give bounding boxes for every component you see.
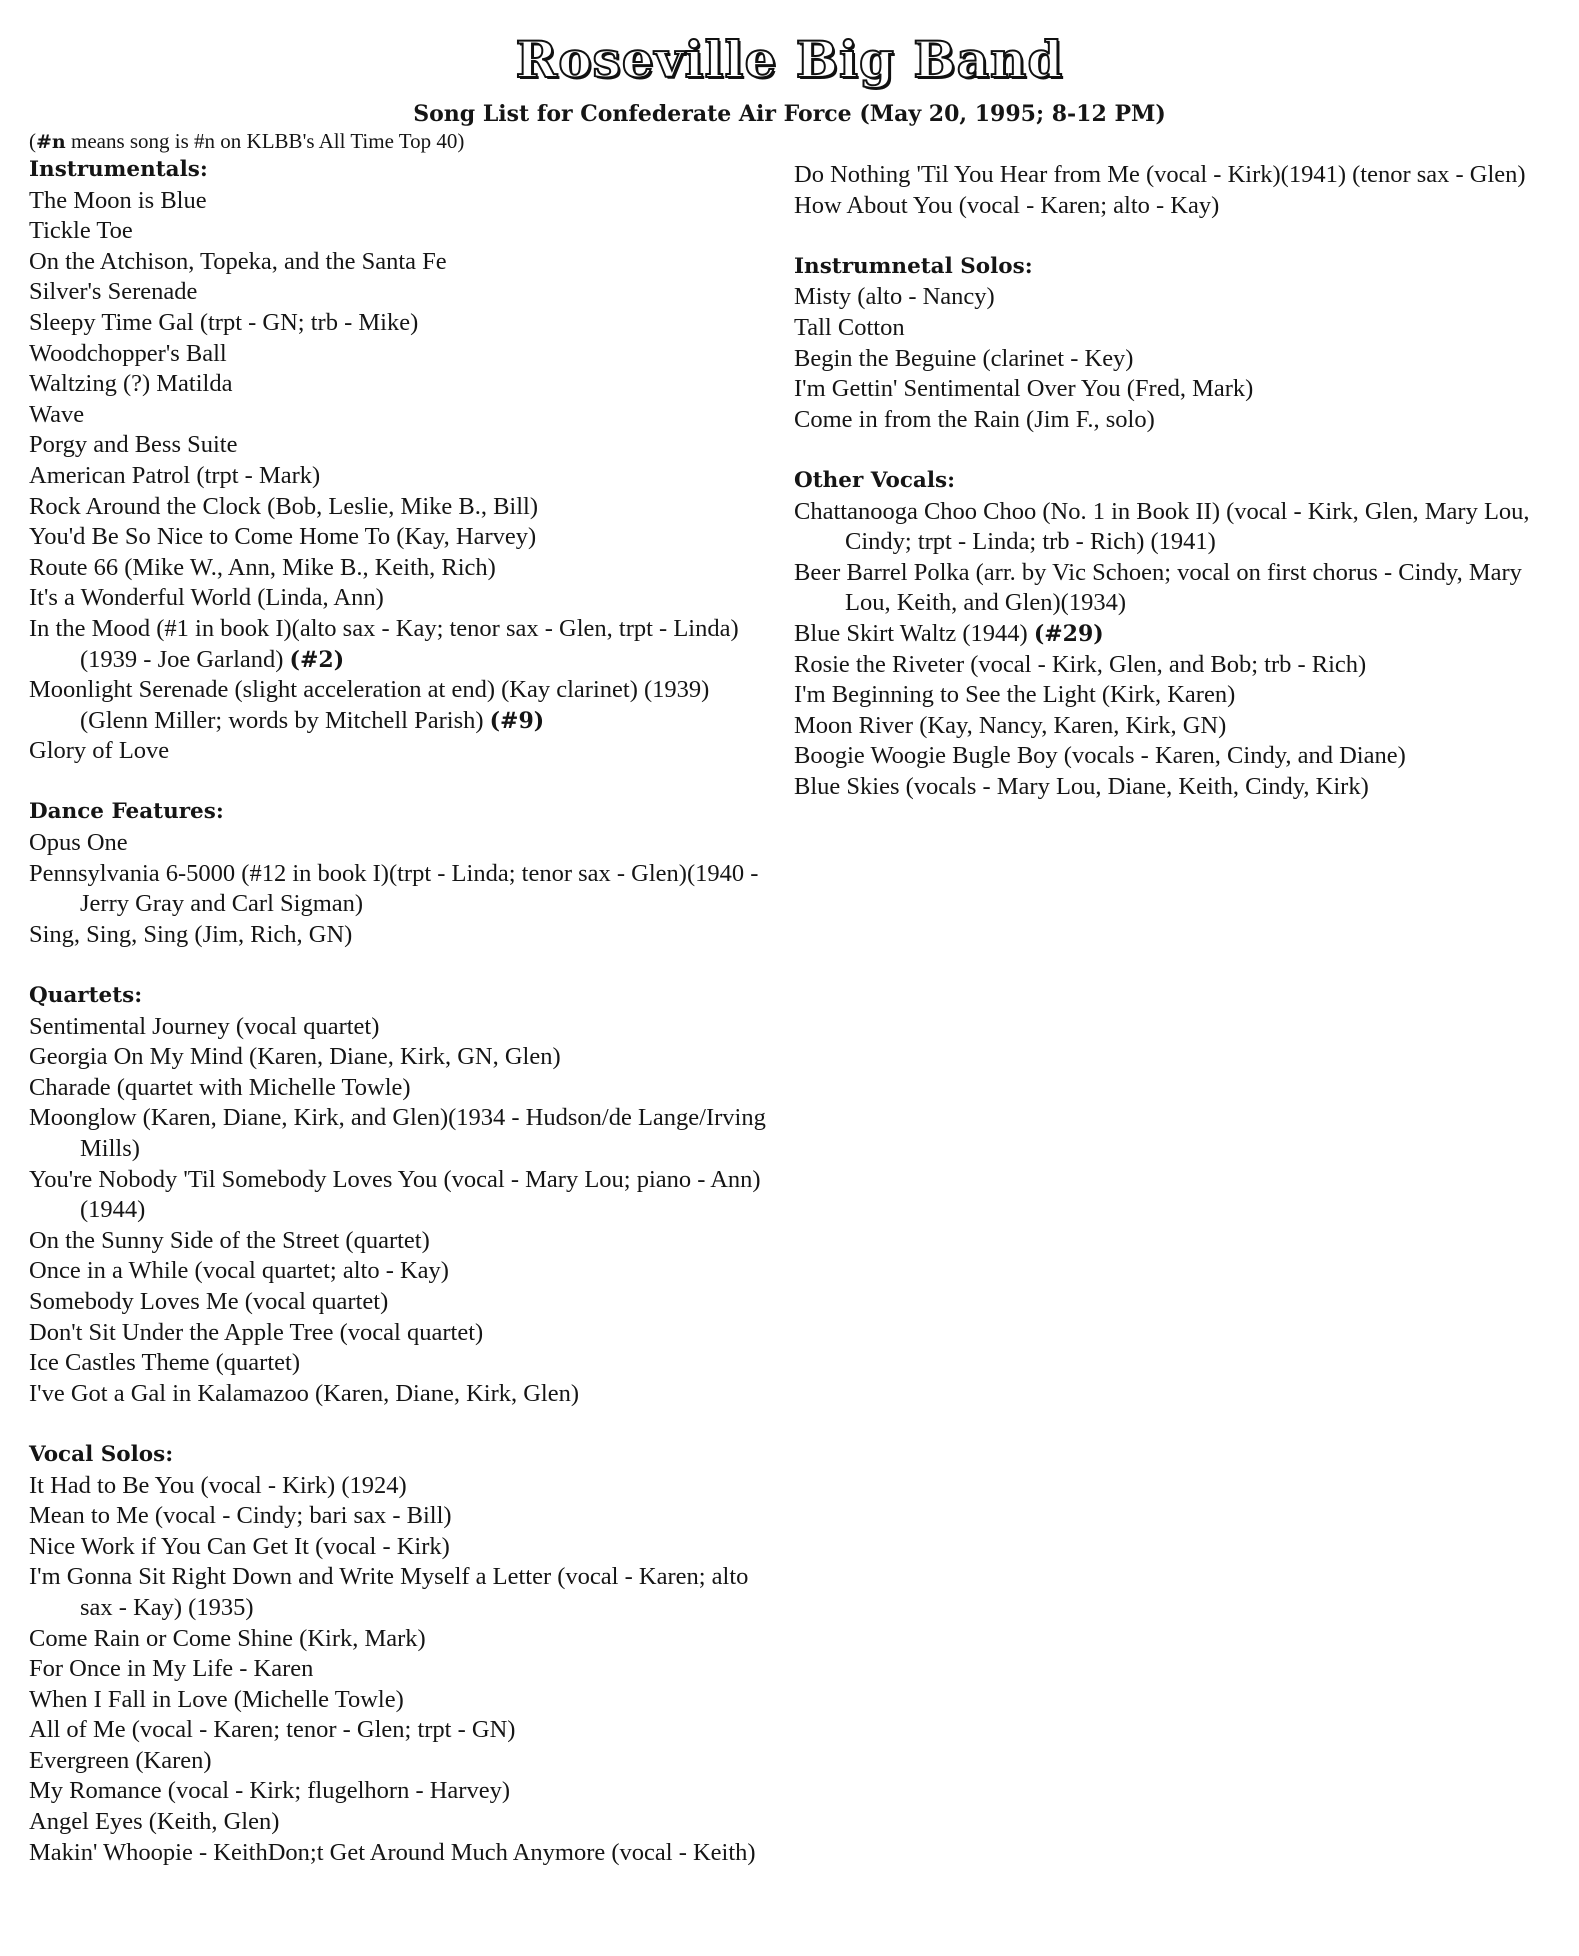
song-title: Tall Cotton [794,313,905,341]
note-open: ( [29,129,36,153]
song-item [29,1532,769,1563]
song-title: You'd Be So Nice to Come Home To (Kay, Harvey) [29,523,537,551]
song-item [794,374,1554,405]
song-item [29,1776,769,1807]
song-title: Come in from the Rain (Jim F., solo) [794,405,1155,433]
song-section [794,160,1554,221]
song-item [794,160,1554,191]
section-heading: Instrumentals: [29,157,208,182]
song-title: The Moon is Blue [29,186,207,214]
song-title: Silver's Serenade [29,278,198,306]
song-title: Boogie Woogie Bugle Boy (vocals - Karen, Cindy, and Diane) [794,742,1406,770]
song-item [29,461,769,492]
song-item [29,1562,769,1623]
song-item [29,553,769,584]
song-title: Don't Sit Under the Apple Tree (vocal quartet) [29,1318,484,1346]
song-item [29,1471,769,1502]
song-item [29,339,769,370]
song-item [29,186,769,217]
song-section [29,797,769,950]
song-title: Rosie the Riveter (vocal - Kirk, Glen, and Bob; trb - Rich) [794,650,1367,678]
song-title: In the Mood (#1 in book I)(alto sax - Kay; tenor sax - Glen, trpt - Linda)(1939 - Joe Garland) [29,614,739,673]
song-title: Do Nothing 'Til You Hear from Me (vocal - Kirk)(1941) (tenor sax - Glen) [794,161,1526,188]
song-title: It Had to Be You (vocal - Kirk) (1924) [29,1471,407,1499]
document-subtitle: Song List for Confederate Air Force (May 20, 1995; 8-12 PM) [413,101,1166,127]
song-item [29,400,769,431]
song-title: I'm Beginning to See the Light (Kirk, Karen) [794,681,1236,709]
song-title: Moonlight Serenade (slight acceleration at end) (Kay clarinet) (1939)(Glenn Miller; words by Mitchell Parish) [29,676,710,734]
song-title: Waltzing (?) Matilda [29,370,233,398]
song-item [29,1042,769,1073]
song-section [29,155,769,767]
song-item [29,1746,769,1777]
song-title: When I Fall in Love (Michelle Towle) [29,1685,404,1713]
song-item [29,859,769,920]
song-title: Georgia On My Mind (Karen, Diane, Kirk, GN, Glen) [29,1043,561,1071]
song-item [29,1715,769,1746]
note-text: means song is #n on KLBB's All Time Top 40) [65,129,465,153]
song-title: Wave [29,400,85,428]
song-title: On the Atchison, Topeka, and the Santa Fe [29,247,447,275]
song-title: How About You (vocal - Karen; alto - Kay) [794,191,1220,219]
song-title: Glory of Love [29,737,170,765]
song-item [29,1318,769,1349]
ranking-note [29,129,464,154]
song-title: Makin' Whoopie - KeithDon;t Get Around Much Anymore (vocal - Keith) [29,1838,756,1866]
band-name-title: Roseville Big Band [515,30,1064,89]
song-section [794,466,1554,803]
song-title: Tickle Toe [29,217,133,245]
song-title: Blue Skirt Waltz (1944) [794,619,1034,647]
song-title: I've Got a Gal in Kalamazoo (Karen, Diane, Kirk, Glen) [29,1379,580,1407]
song-item [29,492,769,523]
song-title: For Once in My Life - Karen [29,1655,314,1683]
song-title: Nice Work if You Can Get It (vocal - Kirk) [29,1532,450,1560]
song-title: Route 66 (Mike W., Ann, Mike B., Keith, Rich) [29,553,496,581]
section-heading: Quartets: [29,983,143,1009]
song-item [794,619,1554,650]
song-item [29,1103,769,1164]
song-item [794,558,1554,619]
song-item [29,1501,769,1532]
song-item [29,614,769,675]
song-item [794,772,1554,803]
song-title: I'm Gettin' Sentimental Over You (Fred, Mark) [794,375,1254,403]
song-title: Pennsylvania 6-5000 (#12 in book I)(trpt - Linda; tenor sax - Glen)(1940 - Jerry Gray and Carl Sigman) [29,859,759,918]
section-heading: Vocal Solos: [29,1441,174,1467]
song-item [29,1287,769,1318]
song-item [794,497,1554,558]
song-title: Sing, Sing, Sing (Jim, Rich, GN) [29,920,353,948]
song-title: Blue Skies (vocals - Mary Lou, Diane, Keith, Cindy, Kirk) [794,772,1369,800]
song-title: Somebody Loves Me (vocal quartet) [29,1287,389,1315]
song-item [29,920,769,951]
song-item [29,1807,769,1838]
song-item [29,308,769,339]
song-item [794,650,1554,681]
song-item [29,1838,769,1869]
song-title: Once in a While (vocal quartet; alto - Kay) [29,1257,449,1285]
song-item [29,1654,769,1685]
song-item [29,277,769,308]
song-title: Chattanooga Choo Choo (No. 1 in Book II) (vocal - Kirk, Glen, Mary Lou, Cindy; trpt - Linda; trb - Rich) (1941) [794,497,1530,556]
section-heading: Dance Features: [29,799,224,825]
song-title: My Romance (vocal - Kirk; flugelhorn - Harvey) [29,1777,510,1805]
song-title: I'm Gonna Sit Right Down and Write Myself a Letter (vocal - Karen; alto sax - Kay) (1935) [29,1563,749,1621]
song-title: On the Sunny Side of the Street (quartet) [29,1226,430,1254]
song-section [29,981,769,1409]
song-item [794,191,1554,222]
song-item [29,1685,769,1716]
song-item [29,216,769,247]
song-title: It's a Wonderful World (Linda, Ann) [29,584,384,612]
song-section [794,252,1554,436]
song-item [29,583,769,614]
song-item [794,405,1554,436]
left-column [29,155,769,1899]
song-item [29,828,769,859]
song-item [29,522,769,553]
song-title: Porgy and Bess Suite [29,431,238,459]
song-title: You're Nobody 'Til Somebody Loves You (vocal - Mary Lou; piano - Ann) (1944) [29,1165,761,1224]
song-title: Misty (alto - Nancy) [794,283,995,311]
song-title: Beer Barrel Polka (arr. by Vic Schoen; vocal on first chorus - Cindy, Mary Lou, Keith, and Glen)(1934) [794,558,1522,617]
song-title: American Patrol (trpt - Mark) [29,461,321,489]
top40-rank-badge: (#29) [1033,620,1104,647]
song-title: Charade (quartet with Michelle Towle) [29,1073,411,1101]
song-section [29,1440,769,1868]
top40-rank-badge: (#2) [289,646,345,673]
song-item [29,1165,769,1226]
song-title: Evergreen (Karen) [29,1746,212,1774]
section-heading: Instrumnetal Solos: [794,253,1033,279]
song-item [29,1348,769,1379]
note-marker: #n [36,131,66,153]
song-title: Ice Castles Theme (quartet) [29,1349,300,1377]
right-column [794,160,1554,833]
song-title: Rock Around the Clock (Bob, Leslie, Mike B., Bill) [29,492,539,520]
song-item [29,1379,769,1410]
song-item [29,1624,769,1655]
song-item [29,1226,769,1257]
song-item [29,736,769,767]
song-title: Moonglow (Karen, Diane, Kirk, and Glen)(1934 - Hudson/de Lange/Irving Mills) [29,1104,766,1162]
song-item [794,741,1554,772]
song-title: Come Rain or Come Shine (Kirk, Mark) [29,1624,426,1652]
song-title: Sentimental Journey (vocal quartet) [29,1012,380,1040]
song-title: Moon River (Kay, Nancy, Karen, Kirk, GN) [794,711,1227,739]
song-title: Angel Eyes (Keith, Glen) [29,1808,280,1836]
song-title: Opus One [29,829,128,857]
song-item [794,313,1554,344]
song-item [794,680,1554,711]
song-item [794,344,1554,375]
song-item [794,711,1554,742]
song-title: Sleepy Time Gal (trpt - GN; trb - Mike) [29,308,419,336]
song-title: All of Me (vocal - Karen; tenor - Glen; trpt - GN) [29,1716,516,1744]
song-item [29,369,769,400]
song-item [29,247,769,278]
song-item [29,1073,769,1104]
song-item [29,675,769,736]
song-item [794,282,1554,313]
song-title: Woodchopper's Ball [29,339,227,367]
song-item [29,1256,769,1287]
song-item [29,1012,769,1043]
top40-rank-badge: (#9) [489,707,545,734]
song-title: Begin the Beguine (clarinet - Key) [794,344,1134,372]
song-item [29,430,769,461]
section-heading: Other Vocals: [794,467,956,493]
song-title: Mean to Me (vocal - Cindy; bari sax - Bill) [29,1502,452,1530]
